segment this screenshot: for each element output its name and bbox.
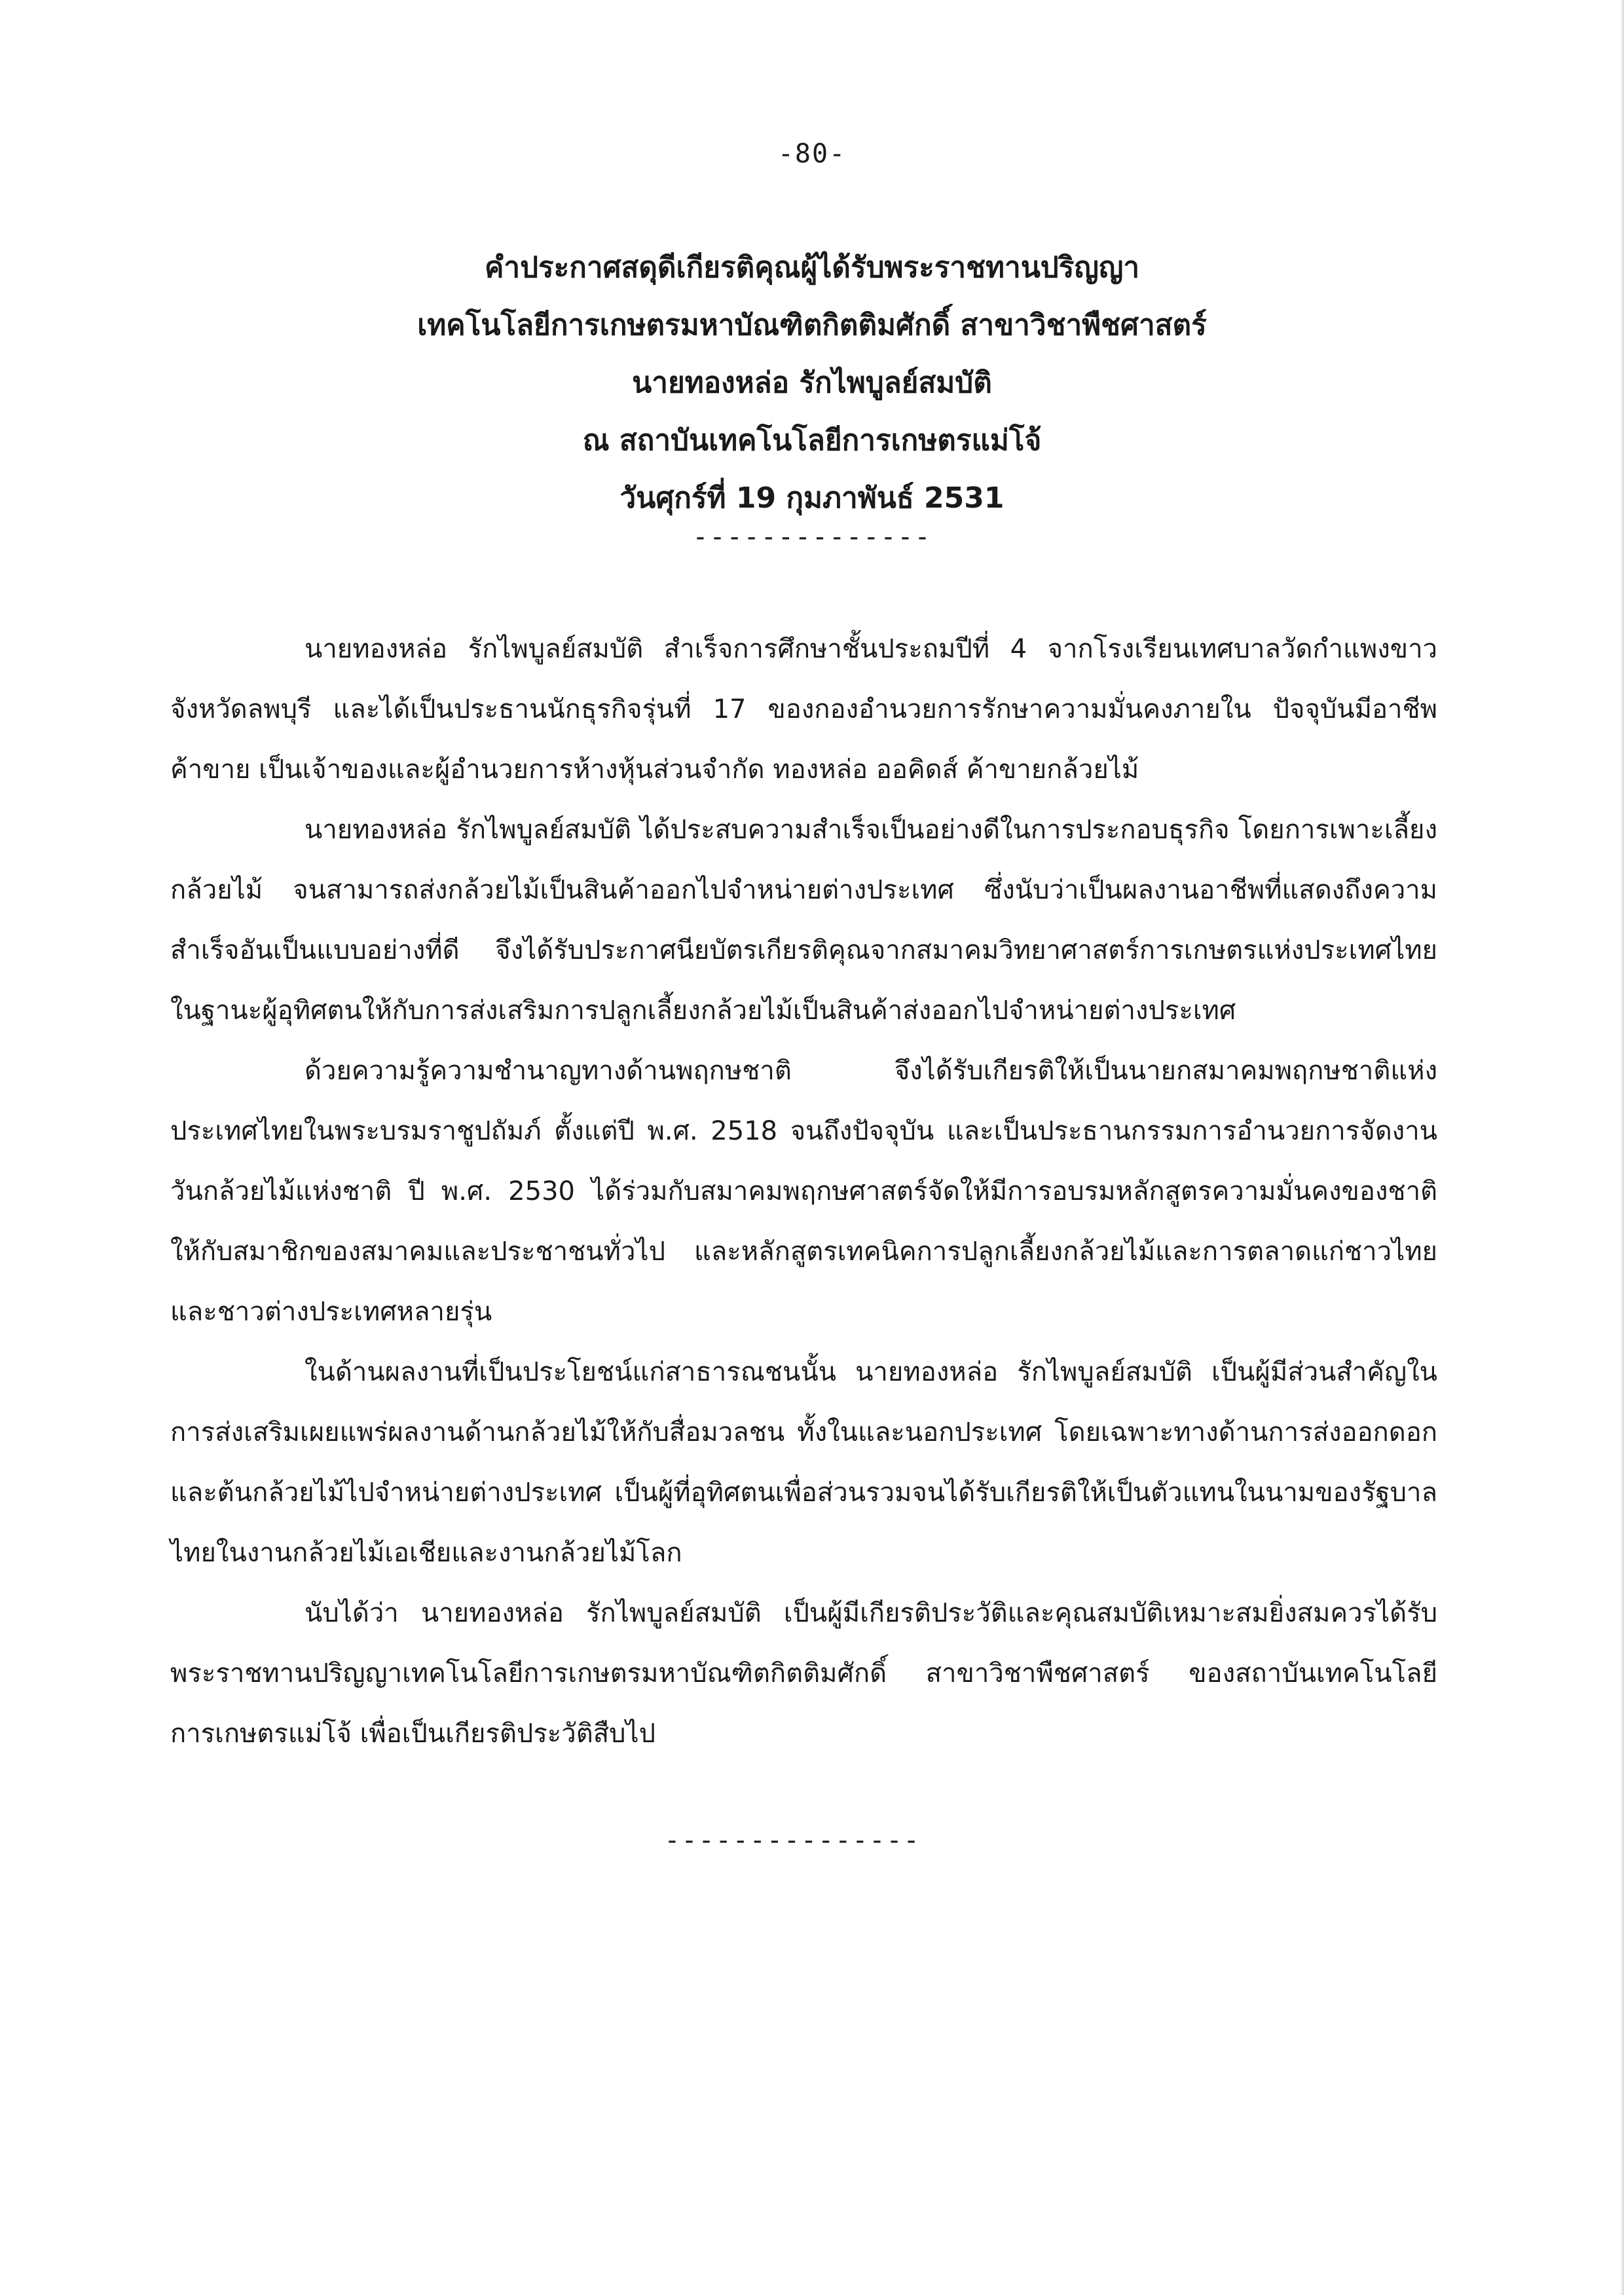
paragraph-botanical-society: ด้วยความรู้ความชำนาญทางด้านพฤกษชาติ จึงได้รับเกียรติให้เป็นนายกสมาคมพฤกษชาติแห่งประเทศไทยในพระบรมราชูปถัมภ์ ตั้งแต่ปี พ.ศ. 2518 จนถึงปัจจุบัน และเป็นประธานกรรมการอำนวยการจัดงานวันกล้วยไม้แห่งชาติ ปี พ.ศ. 2530 ได้ร่วมกับสมาคมพฤกษศาสตร์จัดให้มีการอบรมหลักสูตรความมั่นคงของชาติ ให้กับสมาชิกของสมาคมและประชาชนทั่วไป และหลักสูตรเทคนิคการปลูกเลี้ยงกล้วยไม้และการตลาดแก่ชาวไทยและชาวต่างประเทศหลายรุ่น — [170, 1056, 1437, 1327]
bottom-separator: --------------- — [664, 1825, 921, 1856]
title-line-recipient: นายทองหล่อ รักไพบูลย์สมบัติ — [632, 366, 992, 400]
title-line-degree: เทคโนโลยีการเกษตรมหาบัณฑิตกิตติมศักดิ์ สาขาวิชาพืชศาสตร์ — [417, 308, 1207, 342]
paragraph-public-works: ในด้านผลงานที่เป็นประโยชน์แก่สาธารณชนนั้น นายทองหล่อ รักไพบูลย์สมบัติ เป็นผู้มีส่วนสำคัญในการส่งเสริมเผยแพร่ผลงานด้านกล้วยไม้ให้กับสื่อมวลชน ทั้งในและนอกประเทศ โดยเฉพาะทางด้านการส่งออกดอกและต้นกล้วยไม้ไปจำหน่ายต่างประเทศ เป็นผู้ที่อุทิศตนเพื่อส่วนรวมจนได้รับเกียรติให้เป็นตัวแทนในนามของรัฐบาลไทยในงานกล้วยไม้เอเชียและงานกล้วยไม้โลก — [170, 1357, 1437, 1568]
title-line-date: วันศุกร์ที่ 19 กุมภาพันธ์ 2531 — [619, 481, 1005, 515]
page-edge-shadow — [1620, 0, 1624, 2295]
top-separator: -------------- — [692, 522, 932, 552]
title-line-heading: คำประกาศสดุดีเกียรติคุณผู้ได้รับพระราชทานปริญญา — [484, 251, 1140, 284]
paragraph-conclusion: นับได้ว่า นายทองหล่อ รักไพบูลย์สมบัติ เป็นผู้มีเกียรติประวัติและคุณสมบัติเหมาะสมยิ่งสมควรได้รับพระราชทานปริญญาเทคโนโลยีการเกษตรมหาบัณฑิตกิตติมศักดิ์ สาขาวิชาพืชศาสตร์ ของสถาบันเทคโนโลยีการเกษตรแม่โจ้ เพื่อเป็นเกียรติประวัติสืบไป — [170, 1598, 1437, 1749]
title-line-institution: ณ สถาบันเทคโนโลยีการเกษตรแม่โจ้ — [582, 424, 1042, 457]
body-text — [170, 619, 1437, 1764]
paragraph-education: นายทองหล่อ รักไพบูลย์สมบัติ สำเร็จการศึกษาชั้นประถมปีที่ 4 จากโรงเรียนเทศบาลวัดกำแพงขาว จังหวัดลพบุรี และได้เป็นประธานนักธุรกิจรุ่นที่ 17 ของกองอำนวยการรักษาความมั่นคงภายใน ปัจจุบันมีอาชีพค้าขาย เป็นเจ้าของและผู้อำนวยการห้างหุ้นส่วนจำกัด ทองหล่อ ออคิดส์ ค้าขายกล้วยไม้ — [170, 634, 1437, 785]
paragraph-business: นายทองหล่อ รักไพบูลย์สมบัติ ได้ประสบความสำเร็จเป็นอย่างดีในการประกอบธุรกิจ โดยการเพาะเลี้ยงกล้วยไม้ จนสามารถส่งกล้วยไม้เป็นสินค้าออกไปจำหน่ายต่างประเทศ ซึ่งนับว่าเป็นผลงานอาชีพที่แสดงถึงความสำเร็จอันเป็นแบบอย่างที่ดี จึงได้รับประกาศนียบัตรเกียรติคุณจากสมาคมวิทยาศาสตร์การเกษตรแห่งประเทศไทย ในฐานะผู้อุทิศตนให้กับการส่งเสริมการปลูกเลี้ยงกล้วยไม้เป็นสินค้าส่งออกไปจำหน่ายต่างประเทศ — [170, 815, 1437, 1026]
page-number: -80- — [777, 139, 847, 169]
title-block — [0, 239, 1624, 527]
